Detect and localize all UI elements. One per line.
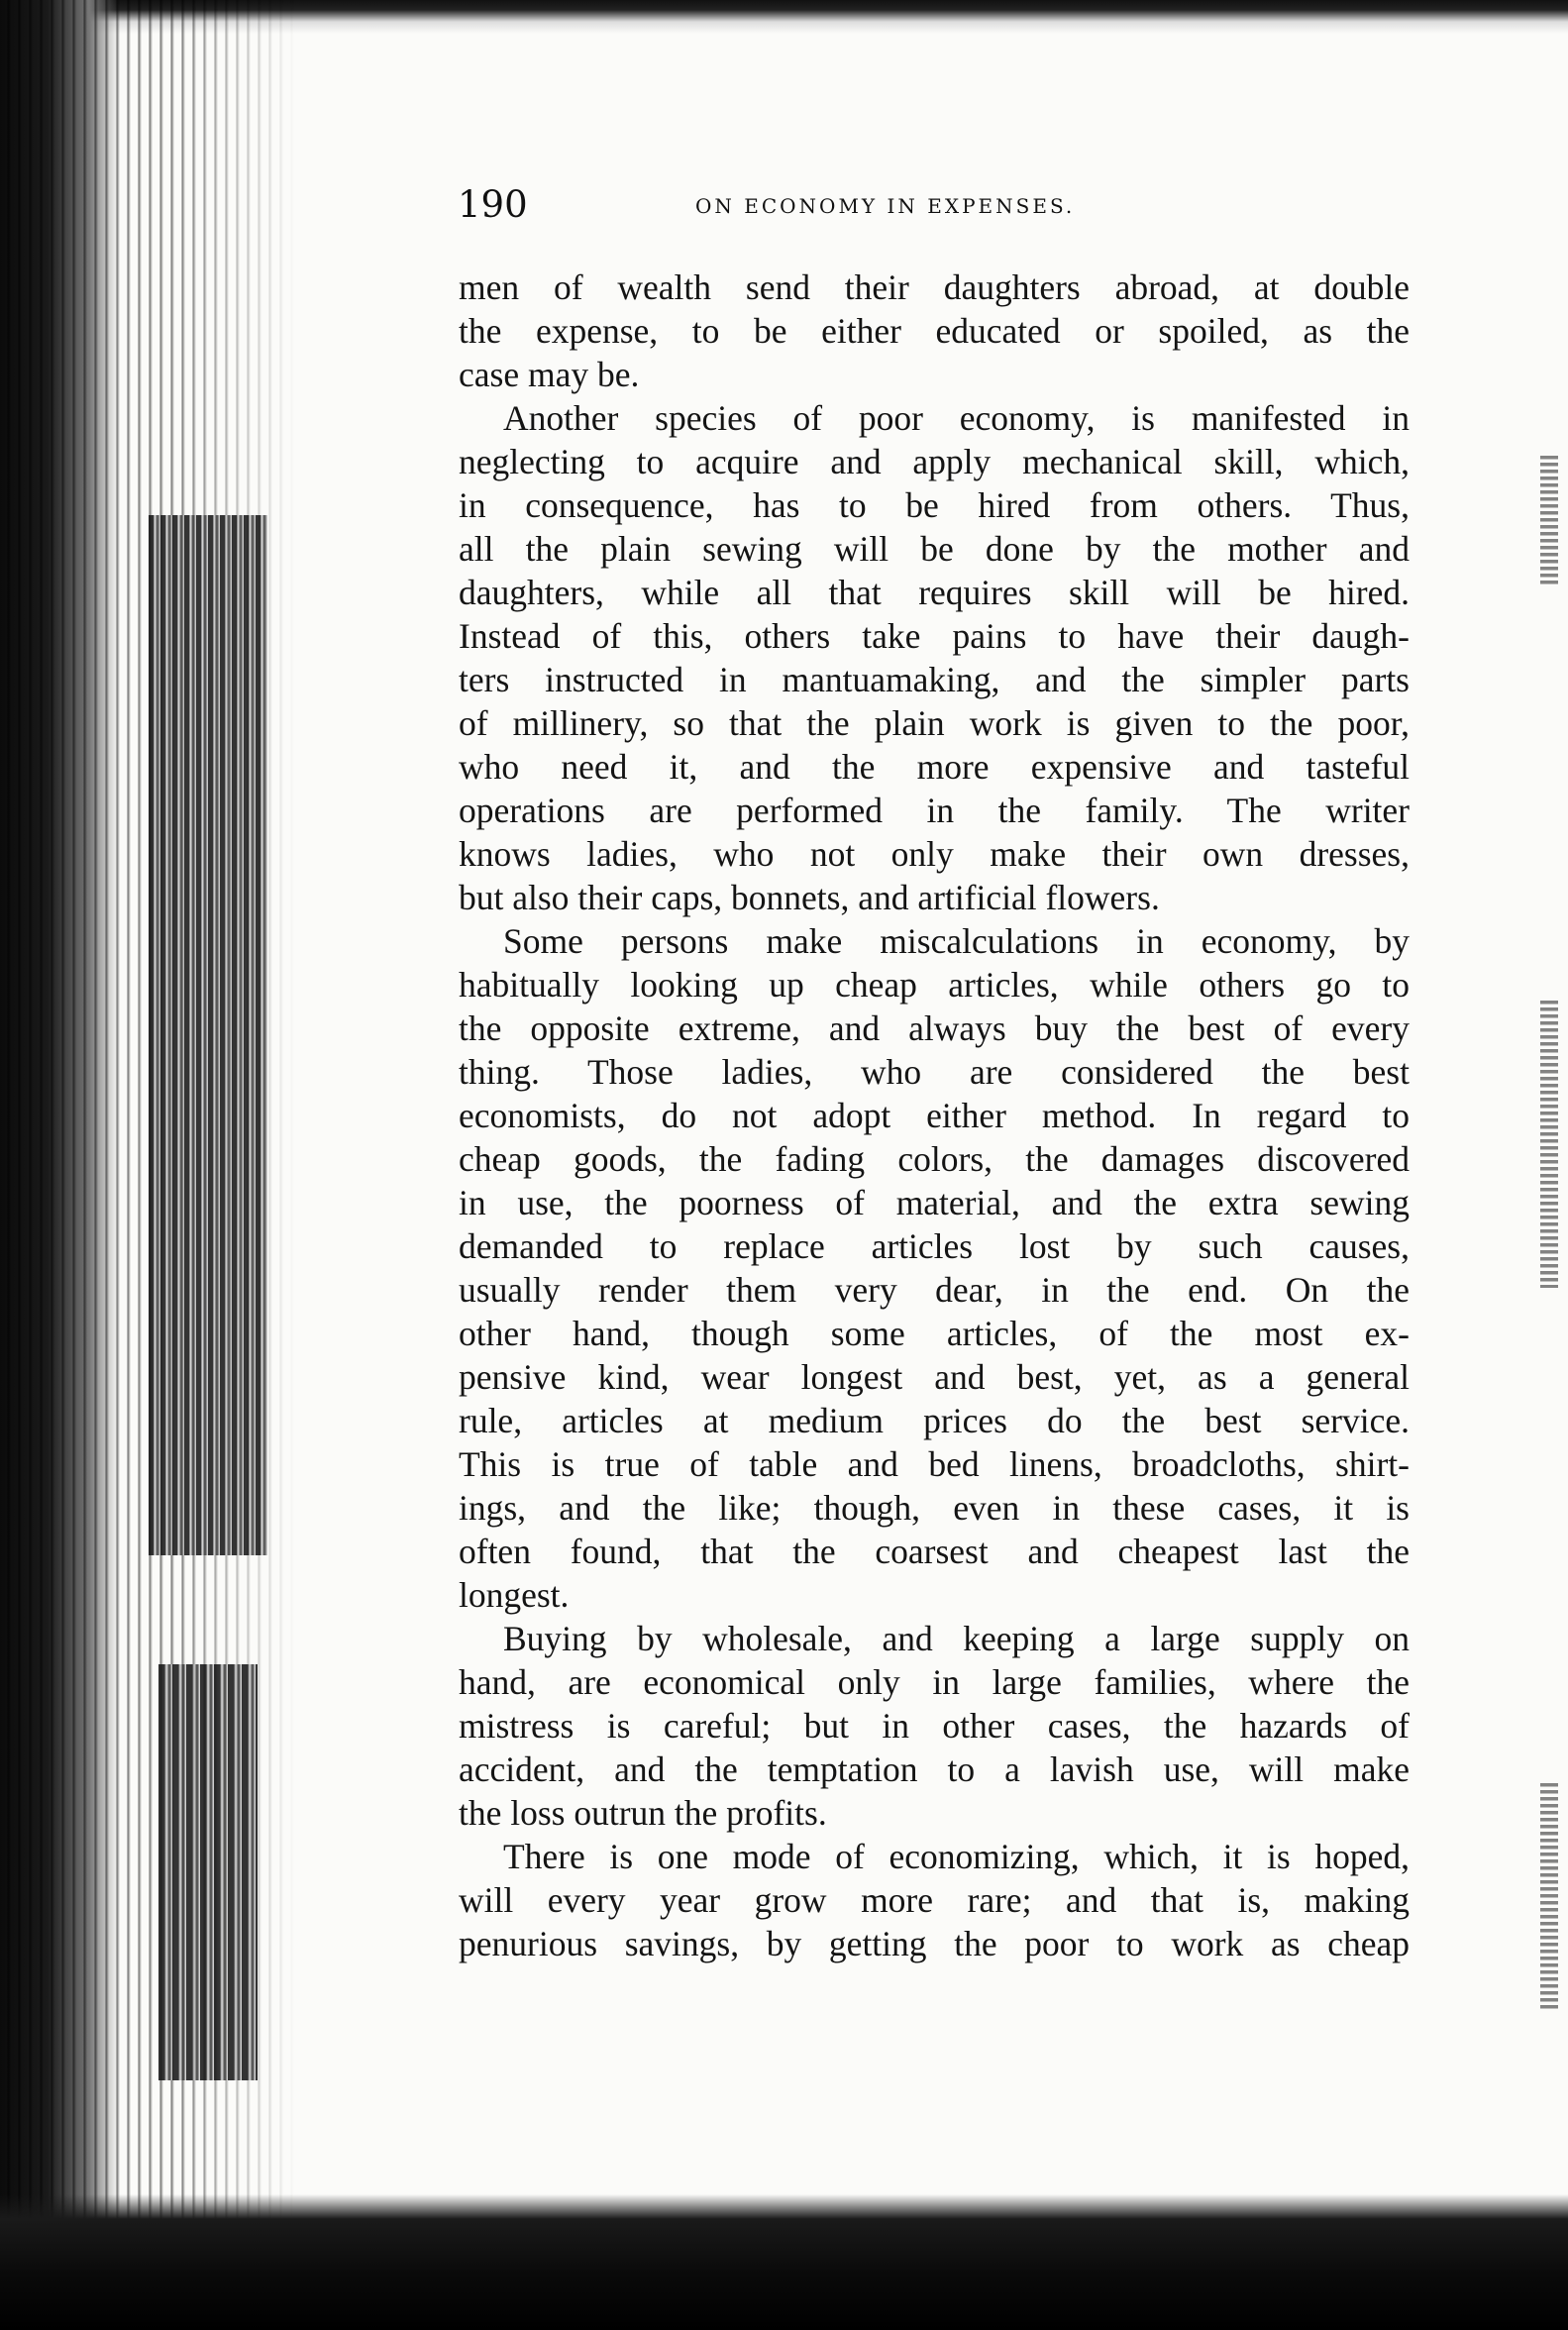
text-line: ings, and the like; though, even in these cases, it is [459,1488,1410,1528]
text-line: in use, the poorness of material, and the extra sewing [459,1183,1410,1222]
text-line: Another species of poor economy, is manifested in [503,398,1410,438]
gutter-bleed-upper [149,515,267,1555]
text-line: operations are performed in the family. The writer [459,791,1410,830]
text-line: thing. Those ladies, who are considered the best [459,1052,1410,1092]
page-header [458,183,1409,243]
body-text [459,265,1410,1965]
text-line: Instead of this, others take pains to have their daugh- [459,616,1410,656]
edge-speckle [1540,1001,1558,1288]
text-line: the expense, to be either educated or spoiled, as the [459,311,1410,351]
text-line: who need it, and the more expensive and tasteful [459,747,1410,787]
text-line: demanded to replace articles lost by such causes, [459,1226,1410,1266]
edge-speckle [1540,1783,1558,2011]
text-line: Some persons make miscalculations in economy, by [503,921,1410,961]
text-line: hand, are economical only in large families, where the [459,1662,1410,1702]
text-line: cheap goods, the fading colors, the damages discovered [459,1139,1410,1179]
text-line: men of wealth send their daughters abroad, at double [459,267,1410,307]
text-line: neglecting to acquire and apply mechanical skill, which, [459,442,1410,481]
text-line: Buying by wholesale, and keeping a large supply on [503,1619,1410,1658]
running-head: ON ECONOMY IN EXPENSES. [695,194,1076,218]
text-line: economists, do not adopt either method. In regard to [459,1096,1410,1135]
text-line: other hand, though some articles, of the most ex- [459,1314,1410,1353]
text-line: case may be. [459,355,640,394]
text-line: but also their caps, bonnets, and artificial flowers. [459,878,1160,917]
text-line: penurious savings, by getting the poor to work as cheap [459,1924,1410,1963]
text-line: the loss outrun the profits. [459,1793,827,1833]
text-line: ters instructed in mantuamaking, and the simpler parts [459,660,1410,699]
text-line: pensive kind, wear longest and best, yet, as a general [459,1357,1410,1397]
edge-speckle [1540,456,1558,584]
text-line: of millinery, so that the plain work is given to the poor, [459,703,1410,743]
scan-bottom-edge [0,2194,1568,2330]
text-line: will every year grow more rare; and that is, making [459,1880,1410,1920]
page-number: 190 [458,183,528,226]
text-line: usually render them very dear, in the end. On the [459,1270,1410,1310]
text-line: longest. [459,1575,570,1615]
text-line: habitually looking up cheap articles, while others go to [459,965,1410,1005]
text-line: daughters, while all that requires skill will be hired. [459,573,1410,612]
text-line: rule, articles at medium prices do the best service. [459,1401,1410,1440]
text-line: in consequence, has to be hired from others. Thus, [459,485,1410,525]
text-line: There is one mode of economizing, which, it is hoped, [503,1837,1410,1876]
text-line: often found, that the coarsest and cheapest last the [459,1532,1410,1571]
text-line: knows ladies, who not only make their own dresses, [459,834,1410,874]
gutter-bleed-lower [158,1664,258,2080]
text-line: This is true of table and bed linens, broadcloths, shirt- [459,1444,1410,1484]
text-line: accident, and the temptation to a lavish use, will make [459,1749,1410,1789]
text-line: mistress is careful; but in other cases, the hazards of [459,1706,1410,1746]
text-line: the opposite extreme, and always buy the best of every [459,1008,1410,1048]
text-line: all the plain sewing will be done by the mother and [459,529,1410,569]
